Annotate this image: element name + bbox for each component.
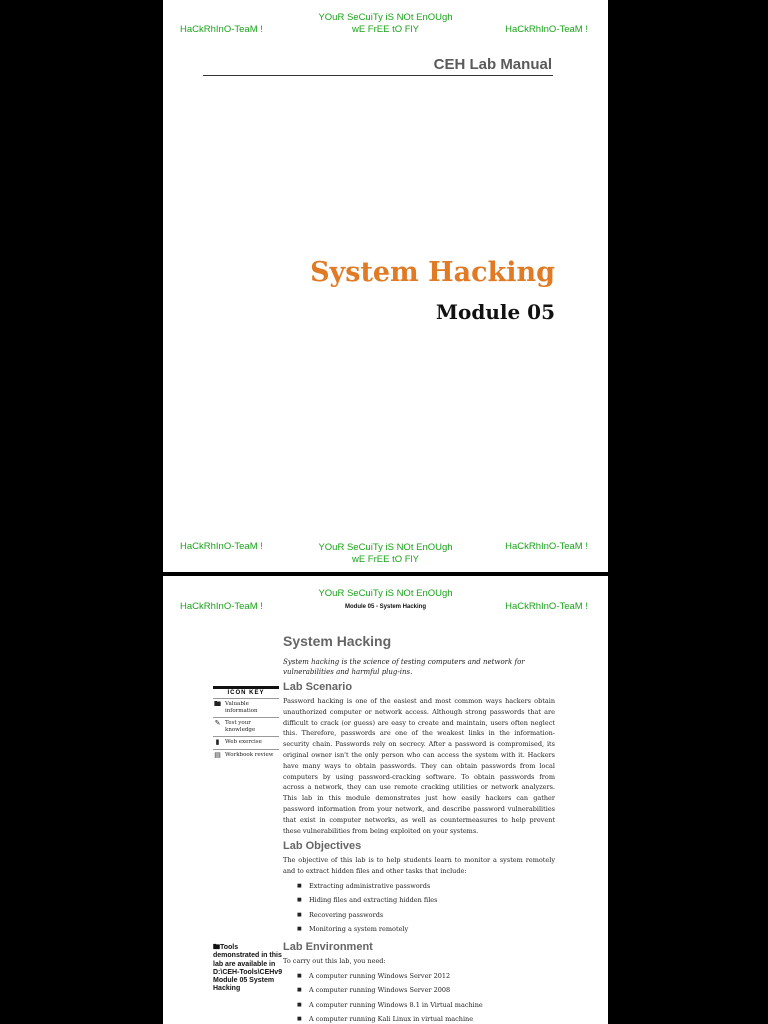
list-item-text: Hiding files and extracting hidden files	[309, 896, 438, 905]
watermark-center-line1: YOuR SeCuiTy iS NOt EnOUgh	[318, 588, 453, 599]
list-item	[283, 1012, 555, 1024]
watermark-left: HaCkRhInO-TeaM !	[180, 24, 263, 35]
bullet-icon: ■	[297, 1016, 302, 1023]
environment-list	[283, 969, 555, 1024]
list-item	[283, 983, 555, 998]
module-number: Module 05	[435, 300, 555, 324]
lab-content	[283, 633, 555, 1024]
environment-text: To carry out this lab, you need:	[283, 956, 386, 965]
watermark-center-line1: YOuR SeCuiTy iS NOt EnOUgh	[318, 12, 453, 23]
watermark-left-top: HaCkRhInO-TeaM !	[180, 601, 263, 612]
icon-key-label: Workbook review	[225, 752, 274, 758]
icon-key-title: ICON KEY	[227, 690, 265, 696]
environment-heading: Lab Environment	[283, 940, 373, 953]
scenario-heading: Lab Scenario	[283, 681, 353, 693]
icon-key-label: Test your knowledge	[225, 720, 256, 733]
objectives-text: The objective of this lab is to help students learn to monitor a system remotely and to extract hidden files and other tasks that include:	[283, 856, 555, 876]
header-rule	[203, 75, 553, 76]
objectives-list	[283, 879, 555, 937]
watermark-right-bottom: HaCkRhInO-TeaM !	[505, 541, 588, 552]
scenario-text: Password hacking is one of the easiest and most common ways hackers obtain unauthorized computer or network access. Although strong passwords that are difficult to crack (or guess) are easy to create and maintain, users often neglect this. Therefore, passwords are one of the weakest links in the information-security chain. Passwords rely on secrecy. After a password is compromised, its original owner isn't the only person who can access the system with it. Hackers have many ways to obtain passwords. They can obtain passwords from local computers by using password-cracking software. To obtain passwords from across a network, they can use remote cracking utilities or network analyzers. This lab in this module demonstrates just how easily hackers can gather password information from your network, and describe password vulnerabilities that exist in computer networks, as well as countermeasures to help prevent these vulnerabilities from being exploited on your systems.	[283, 697, 555, 835]
bullet-icon: ■	[297, 1001, 302, 1008]
tools-note-text: Tools demonstrated in this lab are available in D:\CEH-Tools\CEHv9 Module 05 System Hacking	[213, 944, 283, 993]
page-title: System Hacking	[283, 633, 392, 649]
bullet-icon: ■	[297, 897, 302, 904]
bullet-icon: ■	[297, 987, 302, 994]
lab-page	[163, 576, 608, 1024]
cover-page	[163, 0, 608, 572]
page-header: Module 05 - System Hacking	[344, 604, 427, 610]
watermark-left-bottom: HaCkRhInO-TeaM !	[180, 541, 263, 552]
list-item	[283, 998, 555, 1013]
watermark-center-line2: wE FrEE tO FlY	[351, 554, 420, 565]
lab-manual-label: CEH Lab Manual	[433, 56, 552, 73]
list-item-text: A computer running Windows Server 2008	[309, 986, 451, 995]
icon-key-item	[213, 698, 279, 717]
watermark-center-line1: YOuR SeCuiTy iS NOt EnOUgh	[318, 542, 453, 553]
list-item	[283, 922, 555, 937]
list-item-text: Monitoring a system remotely	[309, 925, 409, 934]
list-item	[283, 893, 555, 908]
folder-icon: 🖿	[214, 700, 221, 708]
list-item	[283, 908, 555, 923]
icon-key-item	[213, 736, 279, 749]
icon-key-label: Web exercise	[225, 739, 262, 745]
list-item-text: A computer running Windows 8.1 in Virtual machine	[309, 1000, 483, 1009]
bullet-icon: ■	[297, 882, 302, 889]
bullet-icon: ■	[297, 911, 302, 918]
icon-key-bar	[213, 686, 279, 689]
tools-note	[213, 944, 283, 994]
objectives-heading: Lab Objectives	[283, 840, 362, 853]
pencil-icon: ✎	[214, 719, 221, 727]
list-item-text: A computer running Kali Linux in virtual machine	[309, 1015, 474, 1024]
intro-text: System hacking is the science of testing computers and network for vulnerabilities and harmful plug-ins.	[283, 658, 525, 676]
bullet-icon: ■	[297, 926, 302, 933]
workbook-icon: ▤	[214, 751, 221, 759]
computer-icon: ▮	[215, 738, 220, 746]
list-item-text: Extracting administrative passwords	[309, 881, 431, 890]
cover-title: System Hacking	[310, 257, 555, 288]
icon-key-label: Valuable information	[225, 701, 258, 714]
watermark-center-line2: wE FrEE tO FlY	[351, 24, 420, 35]
bullet-icon: ■	[297, 972, 302, 979]
list-item-text: Recovering passwords	[309, 910, 384, 919]
watermark-center-top	[163, 588, 608, 600]
watermark-right-top: HaCkRhInO-TeaM !	[505, 601, 588, 612]
icon-key	[213, 686, 279, 762]
list-item	[283, 879, 555, 894]
list-item-text: A computer running Windows Server 2012	[309, 971, 451, 980]
icon-key-item	[213, 717, 279, 736]
folder-icon: 🖿	[213, 944, 220, 951]
icon-key-item	[213, 749, 279, 762]
watermark-right: HaCkRhInO-TeaM !	[505, 24, 588, 35]
list-item	[283, 969, 555, 984]
